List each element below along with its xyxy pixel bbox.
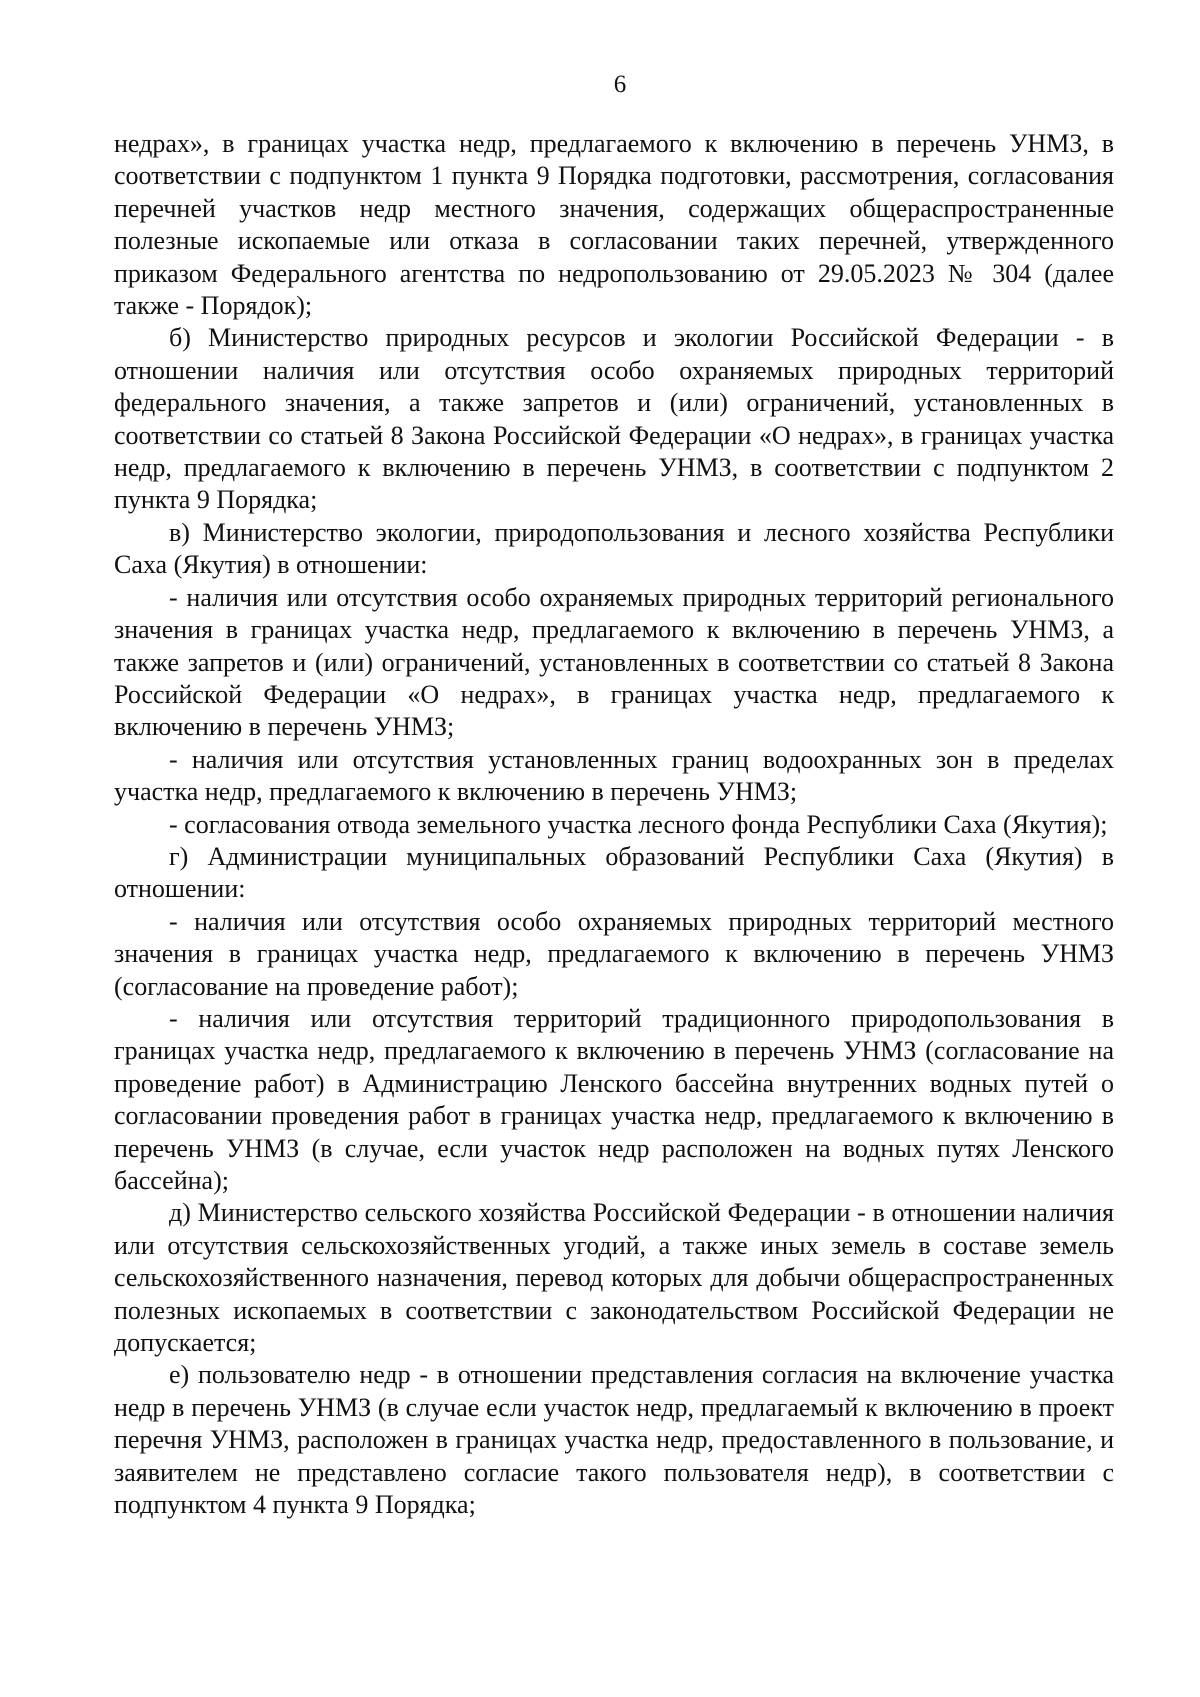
paragraph-item-v: в) Министерство экологии, природопользования и лесного хозяйства Республики Саха (Якутия) в отношении: [114,517,1114,580]
paragraph-dash-traditional-use: - наличия или отсутствия территорий традиционного природопользования в границах участка недр, предлагаемого к включению в перечень УНМЗ (согласование на проведение работ) в Администрацию Ленского бассейна внутренних водных путей о согласовании проведения работ в границах участка недр, предлагаемого к включению в перечень УНМЗ (в случае, если участок недр расположен на водных путях Ленского бассейна); [114,1003,1114,1195]
paragraph-dash-regional-territories: - наличия или отсутствия особо охраняемых природных территорий регионального значения в границах участка недр, предлагаемого к включению в перечень УНМЗ, а также запретов и (или) ограничений, установленных в соответствии со статьей 8 Закона Российской Федерации «О недрах», в границах участка недр, предлагаемого к включению в перечень УНМЗ; [114,582,1114,742]
paragraph-continuation: недрах», в границах участка недр, предлагаемого к включению в перечень УНМЗ, в соответствии с подпунктом 1 пункта 9 Порядка подготовки, рассмотрения, согласования перечней участков недр местного значения, содержащих общераспространенные полезные ископаемые или отказа в согласовании таких перечней, утвержденного приказом Федерального агентства по недропользованию от 29.05.2023 № 304 (далее также - Порядок); [114,129,1114,321]
paragraph-item-g: г) Администрации муниципальных образований Республики Саха (Якутия) в отношении: [114,841,1114,904]
document-body [114,128,1114,1521]
paragraph-dash-water-protection: - наличия или отсутствия установленных границ водоохранных зон в пределах участка недр, предлагаемого к включению в перечень УНМЗ; [114,744,1114,807]
paragraph-dash-forest-land: - согласования отвода земельного участка лесного фонда Республики Саха (Якутия); [169,809,1108,839]
paragraph-item-d: д) Министерство сельского хозяйства Российской Федерации - в отношении наличия или отсутствия сельскохозяйственных угодий, а также иных земель в составе земель сельскохозяйственного назначения, перевод которых для добычи общераспространенных полезных ископаемых в соответствии с законодательством Российской Федерации не допускается; [114,1198,1114,1358]
paragraph-item-b: б) Министерство природных ресурсов и экологии Российской Федерации - в отношении наличия или отсутствия особо охраняемых природных территорий федерального значения, а также запретов и (или) ограничений, установленных в соответствии со статьей 8 Закона Российской Федерации «О недрах», в границах участка недр, предлагаемого к включению в перечень УНМЗ, в соответствии с подпунктом 2 пункта 9 Порядка; [114,323,1114,515]
paragraph-dash-local-territories: - наличия или отсутствия особо охраняемых природных территорий местного значения в границах участка недр, предлагаемого к включению в перечень УНМЗ (согласование на проведение работ); [114,906,1114,1001]
page-number: 6 [613,71,627,98]
paragraph-item-e: е) пользователю недр - в отношении представления согласия на включение участка недр в перечень УНМЗ (в случае если участок недр, предлагаемый к включению в проект перечня УНМЗ, расположен в границах участка недр, предоставленного в пользование, и заявителем не представлено согласие такого пользователя недр), в соответствии с подпунктом 4 пункта 9 Порядка; [114,1360,1114,1520]
